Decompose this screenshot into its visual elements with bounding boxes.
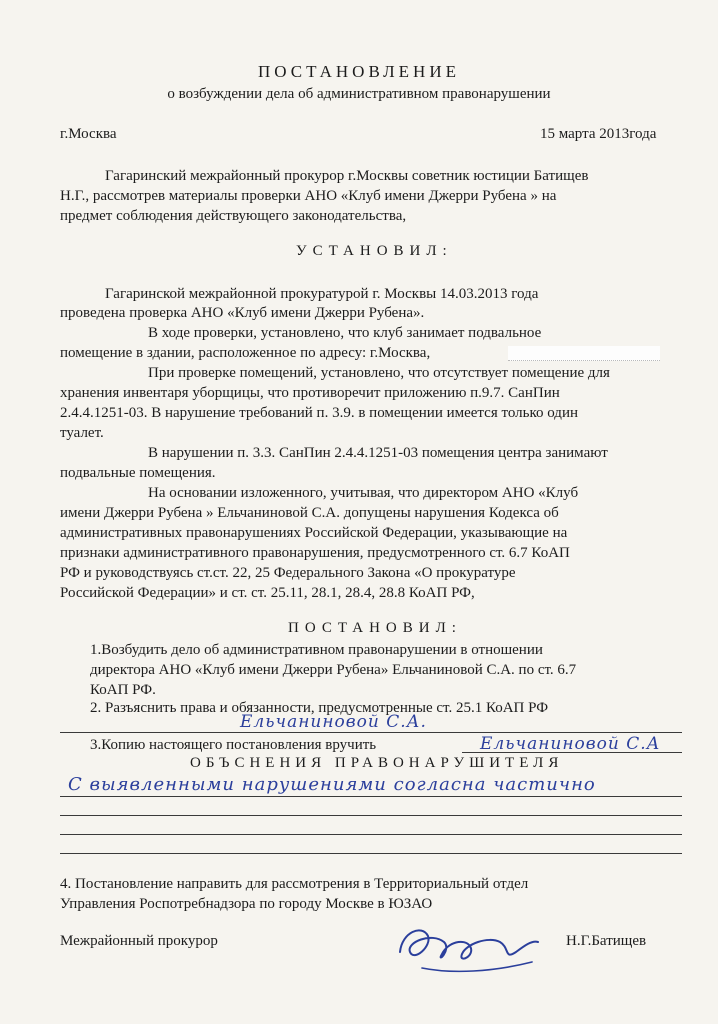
explanation-line-4 [60, 853, 682, 854]
explanations-header: ОБЪСНЕНИЯ ПРАВОНАРУШИТЕЛЯ [190, 755, 564, 771]
p3-line-2: хранения инвентаря уборщицы, что противоречит приложению п.9.7. СанПин [60, 385, 560, 401]
p3-line-3: 2.4.4.1251-03. В нарушение требований п. 3.9. в помещении имеется только один [60, 405, 578, 421]
item-4-line-2: Управления Роспотребнадзора по городу Москве в ЮЗАО [60, 896, 433, 912]
item-2: 2. Разъяснить права и обязанности, предусмотренные ст. 25.1 КоАП РФ [90, 700, 549, 716]
explanations-handwritten: С выявленными нарушениями согласна частично [68, 774, 596, 795]
p4-line-1: В нарушении п. 3.3. СанПин 2.4.4.1251-03 помещения центра занимают [148, 445, 608, 461]
section-postanovil: ПОСТАНОВИЛ: [288, 620, 462, 636]
signature-role: Межрайонный прокурор [60, 933, 218, 949]
p5-line-4: признаки административного правонарушения, предусмотренного ст. 6.7 КоАП [60, 545, 570, 561]
p5-line-2: имени Джерри Рубена » Ельчаниновой С.А. допущены нарушения Кодекса об [60, 505, 559, 521]
intro-line-3: предмет соблюдения действующего законодательства, [60, 208, 407, 224]
item-2-underline [60, 732, 682, 733]
p2-line-1: В ходе проверки, установлено, что клуб занимает подвальное [148, 325, 542, 341]
explanation-line-1 [60, 796, 682, 797]
p4-line-2: подвальные помещения. [60, 465, 216, 481]
item-1-line-2: директора АНО «Клуб имени Джерри Рубена» Ельчаниновой С.А. по ст. 6.7 [90, 662, 577, 678]
p5-line-1: На основании изложенного, учитывая, что директором АНО «Клуб [148, 485, 579, 501]
item-3-underline [462, 752, 682, 753]
document-title: ПОСТАНОВЛЕНИЕ [257, 62, 460, 81]
section-ustanovil: УСТАНОВИЛ: [296, 243, 453, 259]
item-4-line-1: 4. Постановление направить для рассмотрения в Территориальный отдел [60, 876, 529, 892]
explanation-line-2 [60, 815, 682, 816]
p5-line-3: административных правонарушениях Российской Федерации, указывающие на [60, 525, 568, 541]
intro-line-1: Гагаринский межрайонный прокурор г.Москвы советник юстиции Батищев [105, 168, 589, 184]
item-3-handwritten-name: Ельчаниновой С.А [480, 734, 661, 754]
p3-line-4: туалет. [60, 425, 104, 441]
item-1-line-3: КоАП РФ. [90, 682, 156, 698]
explanation-line-3 [60, 834, 682, 835]
signature-name: Н.Г.Батищев [566, 933, 647, 949]
item-3: 3.Копию настоящего постановления вручить [90, 737, 377, 753]
p1-line-1: Гагаринской межрайонной прокуратурой г. Москвы 14.03.2013 года [105, 286, 539, 302]
document-subtitle: о возбуждении дела об административном правонарушении [167, 86, 551, 102]
intro-line-2: Н.Г., рассмотрев материалы проверки АНО «Клуб имени Джерри Рубена » на [60, 188, 557, 204]
city-label: г.Москва [60, 126, 117, 142]
signature-scribble-icon [392, 912, 542, 982]
p5-line-5: РФ и руководствуясь ст.ст. 22, 25 Федерального Закона «О прокуратуре [60, 565, 516, 581]
p5-line-6: Российской Федерации» и ст. ст. 25.11, 28.1, 28.4, 28.8 КоАП РФ, [60, 585, 475, 601]
p1-line-2: проведена проверка АНО «Клуб имени Джерри Рубена». [60, 305, 425, 321]
redacted-address [508, 346, 660, 361]
date-day: 15 [540, 126, 555, 142]
p2-line-2: помещение в здании, расположенное по адресу: г.Москва, [60, 345, 431, 361]
item-1-line-1: 1.Возбудить дело об административном правонарушении в отношении [90, 642, 543, 658]
document-date [540, 125, 656, 144]
item-2-handwritten-name: Ельчаниновой С.А. [240, 712, 427, 732]
date-rest: марта 2013года [555, 126, 657, 142]
p3-line-1: При проверке помещений, установлено, что отсутствует помещение для [148, 365, 610, 381]
